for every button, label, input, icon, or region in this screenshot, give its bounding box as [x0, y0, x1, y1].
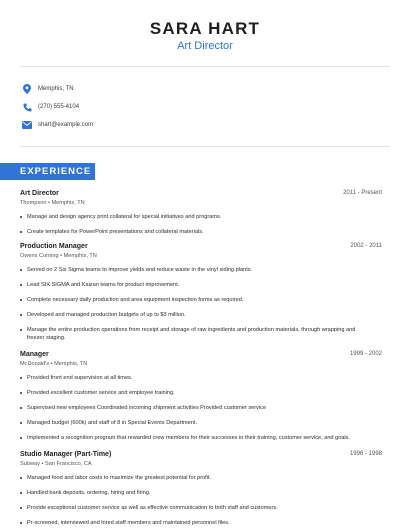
contact-phone: [21, 101, 79, 113]
phone-icon: [21, 101, 33, 113]
job-company-location: Owens Corning • Memphis, TN: [20, 253, 97, 259]
job-bullet: Implemented a recognition program that rewarded crew members for their successes in their training, customer service, and goals.: [20, 434, 360, 442]
job-company-location: McDonald's • Memphis, TN: [20, 361, 88, 367]
contact-location-text: Memphis, TN: [38, 86, 74, 92]
candidate-name: SARA HART: [149, 19, 261, 38]
job-bullet: Managed budget (600k) and staff of 8 in Special Events Department.: [20, 419, 360, 427]
job-bullet: Provided excellent customer service and employee training.: [20, 389, 360, 397]
job-dates: 2002 - 2011: [350, 243, 382, 249]
job-bullet: Manage and design agency print collateral for special initiatives and programs.: [20, 213, 360, 221]
contact-location: [21, 83, 74, 95]
job-location: Memphis, TN: [51, 200, 85, 206]
job-bullet: Developed and managed production budgets of up to $3 million.: [20, 311, 360, 319]
job-title: Production Manager: [20, 243, 88, 250]
job-dates: 2011 - Present: [343, 190, 382, 196]
job-location: Memphis, TN: [63, 253, 97, 259]
job-dates: 1996 - 1998: [349, 451, 382, 457]
job-title: Manager: [20, 351, 49, 358]
job-bullet: Create templates for PowerPoint presentations and collateral materials.: [20, 228, 360, 236]
job-company: Subway: [20, 461, 40, 467]
job-location: Memphis, TN: [54, 361, 88, 367]
job-bullet: Provide exceptional customer service as well as effective communication to both staff and customers.: [20, 504, 360, 512]
contact-email: [21, 119, 93, 131]
job-company-location: Thompson • Memphis, TN: [20, 200, 85, 206]
job-bullet: Supervised new employees Coordinated incoming shipment activities Provided customer service: [20, 404, 360, 412]
job-title: Studio Manager (Part-Time): [20, 451, 112, 458]
job-bullet: Pr-screened, interviewed and hired staff members and maintained personnel files.: [20, 519, 360, 527]
experience-section-title: EXPERIENCE: [0, 163, 95, 180]
contact-phone-text: (270) 555-4104: [38, 104, 80, 110]
job-company: Thompson: [20, 200, 47, 206]
job-company: Owens Corning: [20, 253, 59, 259]
job-bullet: Managed food and labor costs to maximize the greatest potential for profit.: [20, 474, 360, 482]
job-bullet: Provided front end supervision at all times.: [20, 374, 360, 382]
job-bullet: Handled bank deposits, ordering, hiring and firing.: [20, 489, 360, 497]
job-bullet: Manage the entire production operations from receipt and storage of raw ingredients and production materials, through wrapping and freezer staging.: [20, 326, 360, 342]
envelope-icon: [21, 119, 33, 131]
location-pin-icon: [21, 83, 33, 95]
job-company: McDonald's: [20, 361, 50, 367]
job-company-location: Subway • San Francisco, CA: [20, 461, 92, 467]
job-bullet: Served on 2 Six Sigma teams to improve yields and reduce waste in the vinyl siding plants.: [20, 266, 360, 274]
contact-email-text: shart@example.com: [38, 122, 94, 128]
job-bullet: Lead SIX SIGMA and Kaizan teams for product improvement.: [20, 281, 360, 289]
job-title: Art Director: [20, 190, 59, 197]
job-bullet: Complete necessary daily production and area equipment inspection forms as required.: [20, 296, 360, 304]
candidate-role: Art Director: [177, 40, 233, 52]
job-location: San Francisco, CA: [44, 461, 92, 467]
job-dates: 1999 - 2002: [349, 351, 382, 357]
contact-divider: [20, 146, 390, 147]
header-divider: [20, 66, 390, 67]
